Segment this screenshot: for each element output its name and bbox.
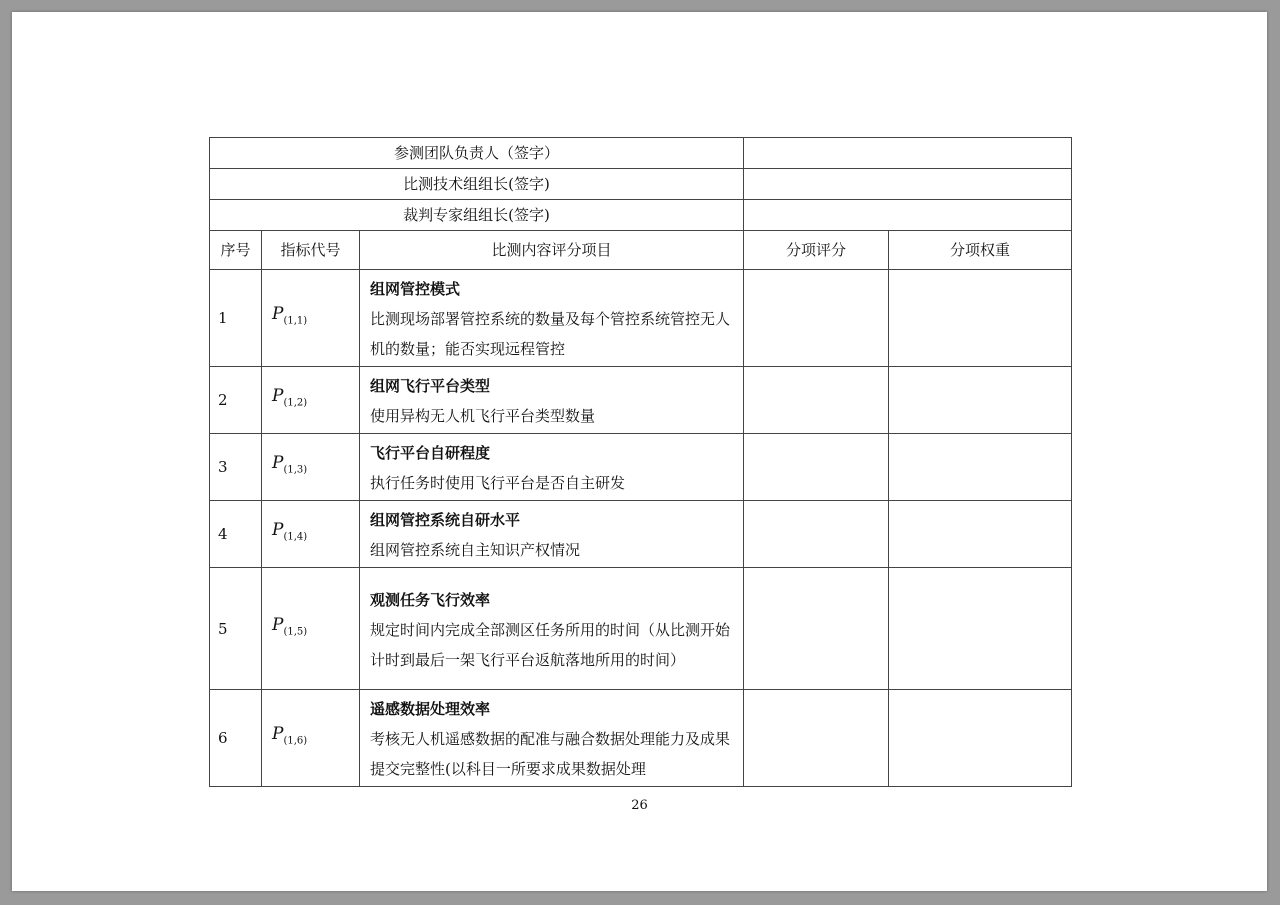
row-weight-cell[interactable] xyxy=(889,568,1072,690)
scoring-table xyxy=(209,137,1072,787)
row-weight-cell[interactable] xyxy=(889,501,1072,568)
signature-label-tech-leader: 比测技术组组长(签字) xyxy=(210,169,744,200)
header-code: 指标代号 xyxy=(262,231,360,270)
row-num: 1 xyxy=(210,270,262,367)
row-code xyxy=(262,367,360,434)
row-score-cell[interactable] xyxy=(744,690,889,787)
row-content xyxy=(360,270,744,367)
table-row xyxy=(210,367,1072,434)
row-code xyxy=(262,501,360,568)
row-content xyxy=(360,501,744,568)
row-weight-cell[interactable] xyxy=(889,434,1072,501)
code-sub: (1,4) xyxy=(283,531,308,543)
row-num: 6 xyxy=(210,690,262,787)
table-header-row xyxy=(210,231,1072,270)
code-main: P xyxy=(272,520,284,541)
row-content xyxy=(360,690,744,787)
row-code xyxy=(262,690,360,787)
signature-row xyxy=(210,169,1072,200)
item-title: 组网管控系统自研水平 xyxy=(370,511,521,529)
table-row xyxy=(210,270,1072,367)
signature-row xyxy=(210,200,1072,231)
row-num: 2 xyxy=(210,367,262,434)
row-code xyxy=(262,270,360,367)
row-code xyxy=(262,434,360,501)
signature-field-judge-leader[interactable] xyxy=(744,200,1072,231)
item-title: 飞行平台自研程度 xyxy=(370,444,491,462)
signature-field-team-leader[interactable] xyxy=(744,138,1072,169)
code-main: P xyxy=(272,614,284,635)
code-main: P xyxy=(272,724,284,745)
item-desc: 使用异构无人机飞行平台类型数量 xyxy=(370,407,596,425)
row-content xyxy=(360,568,744,690)
signature-row xyxy=(210,138,1072,169)
row-num: 4 xyxy=(210,501,262,568)
table-row xyxy=(210,501,1072,568)
item-title: 观测任务飞行效率 xyxy=(370,590,491,609)
header-score: 分项评分 xyxy=(744,231,889,270)
table-row xyxy=(210,434,1072,501)
signature-label-team-leader: 参测团队负责人（签字） xyxy=(210,138,744,169)
row-content xyxy=(360,367,744,434)
code-main: P xyxy=(272,453,284,474)
document-page xyxy=(12,12,1267,891)
row-num: 5 xyxy=(210,568,262,690)
row-weight-cell[interactable] xyxy=(889,367,1072,434)
item-desc: 比测现场部署管控系统的数量及每个管控系统管控无人机的数量；能否实现远程管控 xyxy=(370,310,731,358)
row-score-cell[interactable] xyxy=(744,568,889,690)
item-desc: 组网管控系统自主知识产权情况 xyxy=(370,541,581,559)
table-row xyxy=(210,690,1072,787)
code-main: P xyxy=(272,386,284,407)
item-title: 组网管控模式 xyxy=(370,280,461,298)
item-desc: 执行任务时使用飞行平台是否自主研发 xyxy=(370,474,626,492)
row-score-cell[interactable] xyxy=(744,367,889,434)
page-number: 26 xyxy=(631,798,648,813)
row-score-cell[interactable] xyxy=(744,434,889,501)
header-weight: 分项权重 xyxy=(889,231,1072,270)
row-num: 3 xyxy=(210,434,262,501)
code-main: P xyxy=(272,304,284,325)
code-sub: (1,2) xyxy=(283,397,308,409)
signature-label-judge-leader: 裁判专家组组长(签字) xyxy=(210,200,744,231)
code-sub: (1,1) xyxy=(283,315,308,327)
item-desc: 考核无人机遥感数据的配准与融合数据处理能力及成果提交完整性(以科目一所要求成果数据处理 xyxy=(370,730,731,778)
row-weight-cell[interactable] xyxy=(889,690,1072,787)
table-row xyxy=(210,568,1072,690)
row-score-cell[interactable] xyxy=(744,501,889,568)
row-code xyxy=(262,568,360,690)
item-title: 遥感数据处理效率 xyxy=(370,700,491,718)
code-sub: (1,5) xyxy=(283,626,308,638)
item-desc: 规定时间内完成全部测区任务所用的时间（从比测开始计时到最后一架飞行平台返航落地所用的时间） xyxy=(370,620,731,669)
item-title: 组网飞行平台类型 xyxy=(370,377,491,395)
row-score-cell[interactable] xyxy=(744,270,889,367)
header-content: 比测内容评分项目 xyxy=(360,231,744,270)
row-weight-cell[interactable] xyxy=(889,270,1072,367)
code-sub: (1,6) xyxy=(283,735,308,747)
signature-field-tech-leader[interactable] xyxy=(744,169,1072,200)
code-sub: (1,3) xyxy=(283,464,308,476)
header-num: 序号 xyxy=(210,231,262,270)
row-content xyxy=(360,434,744,501)
